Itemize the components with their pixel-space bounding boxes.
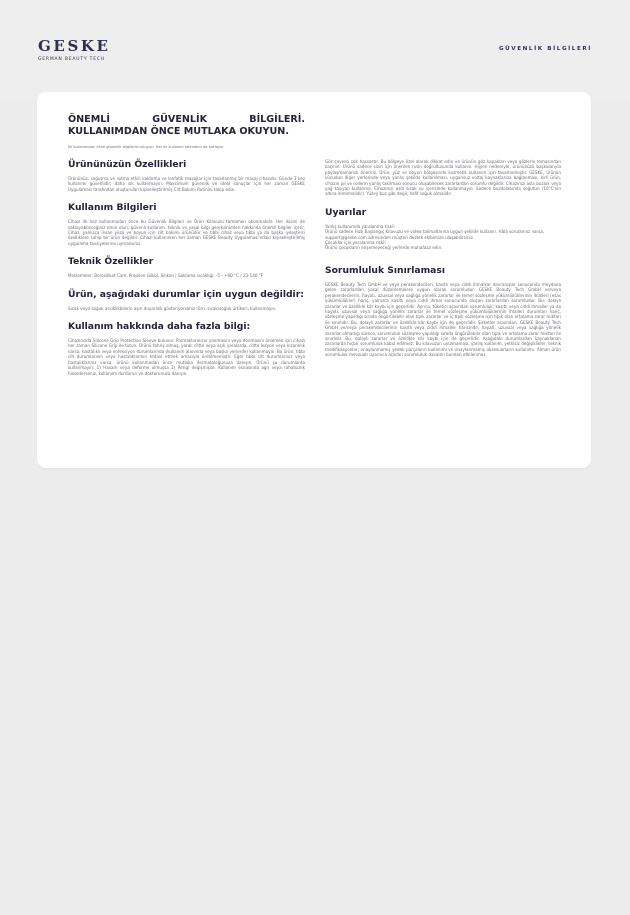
section-heading: Ürün, aşağıdaki durumlar için uygun değildir: [68,288,304,300]
section-heading: Kullanım Bilgileri [68,202,157,214]
section-heading: Teknik Özellikler [68,256,154,268]
warning-line: Ürünü çocukların erişemeyeceği yerlerde muhafaza edin. [325,245,443,251]
right-column [325,114,561,454]
section-text: Cihazınızda Silicone Grip Protection Sleeve bulunur. Parmaklarınızın yanmasını veya donmasını önlemek için cihazı her zaman Silicone Grip ile tutun. Ürünü tahriş olmuş, yaralı ciltte veya açık yaralarda, ciltte lezyon veya kızarıklık varsa, hastalıklı veya enfeksiyon durumlarında (kullanım alanında veya başka yerlerde) kullanmayın. Bu ürün, tıbbi cilt durumlarının veya hastalıklarının tedavi etmek amacıyla üretilmemiştir. Eğer tıbbi cilt durumlarınız veya hastalıklarınız varsa, ürünü kullanmadan önce mutlaka dermatoloğunuza danışın. Ürünü şu durumlarda kullanmayın: 1) Hasarlı veya deforme olmuşsa 2) Rengi değişmişse. Kullanım esnasında ağrı veya rahatsızlık hissederseniz, kullanımı durdurun ve doktorunuza danışın. [68,338,305,376]
logo-tagline: GERMAN BEAUTY TECH [38,57,105,62]
intro-text: İlk kullanımdan önce güvenlik bilgilerini okuyun. Her iki kullanım talimatını da saklayın. [68,145,225,149]
warning-line: Yanlış kullanımda yaralanma riski! [325,223,395,229]
section-text: Malzemeler: Borosilikat Cam, Propilen Glikol, Silikon | Saklama sıcaklığı: -5 - +60 °C / 23-140 °F [68,273,264,279]
page-title: ÖNEMLİ GÜVENLİK BİLGİLERİ. KULLANIMDAN ÖNCE MUTLAKA OKUYUN. [68,114,305,137]
continued-text: Göz çevresi çok hassastır. Bu bölgeye özel olarak dikkat edin ve ürünün göz kapakları veya gözlerle temasından kaçının. Ürünü sadece sizin için önerilen rutin doğrultusunda kullanın. Hijyen nedeniyle, ürününüzü başkalarıyla paylaşmamanızı öneririz. Ürün, yüz ve boyun bölgesinde kozmetik kullanım için tasarlanmıştır. GESKE, ürünün vücudun diğer yerlerinde veya yanlış şekilde kullanılması, uygunsuz voltaj kaynaklarına bağlanması, kirli ürün, cihazın pil ve rollerin yanlış takılması sonucu oluşabilecek zararlardan sorumlu değildir. Cihazınızı asla buzluk veya yağ taşıyan kullanma. Cihazınızı asla sıcak su içerisinde kullanmayın. Sadece buzdolabında soğutun (10°C'nin altına inmemelidir). Yüzey buz gibi değil, hafif soğuk olmalıdır. [325,159,561,197]
brand-logo[interactable] [38,37,111,62]
warnings-heading: Uyarılar [325,206,367,218]
safety-card [37,92,591,468]
warning-line: Ürünü sadece Hızlı Başlangıç Kılavuzu ve video talimatlarına uygun şekilde kullanın. Hâlâ sorularınız varsa, support@geske.com adresinden müşteri destek ekibimize ulaşabilirsiniz. [325,229,545,240]
liability-heading: Sorumluluk Sınırlaması [325,264,445,276]
section-heading: Kullanım hakkında daha fazla bilgi: [68,321,251,333]
section-text: Cihazı ilk kez kullanmadan önce bu Güvenlik Bilgileri ve Ürün Kılavuzu tamamen okunmalıdır. Her ikisini de saklayabileceğiniz emin olun; güvenli kullanım, teknik ve yasal bilgi gereksinimleri hakkında önemli bilgiler içerir. Cihaz, yalnızca insan yüzü ve boyun için cilt bakımı ürünüdür ve tıbbi cihaz veya tıbbi ya da başka iyileştirici özelliklere sahip bir ürün değildir. Cihazı kullanırken her zaman GESKE Beauty Uygulaması'ndaki kişiselleştirilmiş uygulama tavsiyelerine uymalısınız. [68,219,305,246]
warning-line: Çocuklar için yaralanma riski! [325,240,386,246]
section-text: Ürününüz, soğutma ve ısıtma etkili kaldırma ve lenfatik masajlar için tasarlanmış bir masaj cihazıdır. Günde 3 kez kullanımı güvenlidir; daha sık kullanmayın. Maksimum güvenlik ve ideal sonuçlar için her zaman GESKE Uygulaması tarafından oluşturulan kişiselleştirilmiş Cilt Bakımı Rutinini takip edin. [68,176,305,192]
section-text: Sıcak veya soğuk assiklikbilerin aşırı duyarlılık gösteriyorsanız (örn. sıcak/soğuk ürtiker), kullanmayın. [68,305,277,311]
section-heading: Ürününüzün Özellikleri [68,159,187,170]
page-label: GÜVENLİK BİLGİLERİ [498,46,592,52]
warnings-list [325,224,561,251]
logo-wordmark: GESKE [38,37,111,55]
liability-text: GESKE Beauty Tech GmbH ve veya perakendecileri, kasıtlı veya ciddi ihmalkar davranışlar sonucunda meydana gelen zararlardan yasal düzenlemelere uygun olarak sorumludur. GESKE Beauty Tech GmbH ve/veya perakendecilerin, hayati, uzuvsal veya sağlığa yönelik zararlar ile temel sözleşme yükümlülüklerinin ihlalleri (esas yükümlülükler) hariç, yalnızca kasıtlı veya ciddi ihmal sonucunda oluşan zararlardan sorumludur. Bu, dolaylı zararlar ve özellikle kâr kaybı için geçerlidir. Ayrıca, tüketici açısından sorumluluk; kasıtlı veya ciddi ihmaller ya da hayati, uzuvsal veya sağlığa yönelik zararlar ile temel sözleşme yükümlülüklerinin ihlalleri durumları hariç, sözleşme yapıldığı sırada öngörülebilir olan tipik zararlar ve iç tipik sözleşme için tipik olan ortalama zarar miktarı ile sınırlıdır. Bu, dolaylı zararlar ve özellikle kâr kaybı için de geçerlidir. Şirketler açısından, GESKE Beauty Tech GmbH ve/veya perakendecilerinin kasıtlı veya ciddi ihmaller haricinde, hayati, uzuvsal veya sağlığa yönelik zararlar olmadığı sürece, sorumluluk sözleşme yapıldığı sırada öngörülebilir olan tipik ve ortalama zarar miktarı ile sınırlıdır. Bu, dolaylı zararlar ve özellikle kâr kaybı için de geçerlidir. Aşağıdaki durumlardan kaynaklanan zararlarda hiçbir sorumluluk kabul edilmez: Bu kılavuzun uyulmaması, yanlış kullanım, yetkisiz değişiklikler, teknik modifikasyonlar, onaylanmamış yedek parçaların kullanımı ve onaylanmamış aksesuarların kullanımı. Alman ürün sorumluluk mevzuatı uyarınca açıkları sorumluluk davaları bundan etkilenmez. [325,281,561,358]
left-column [68,114,305,454]
